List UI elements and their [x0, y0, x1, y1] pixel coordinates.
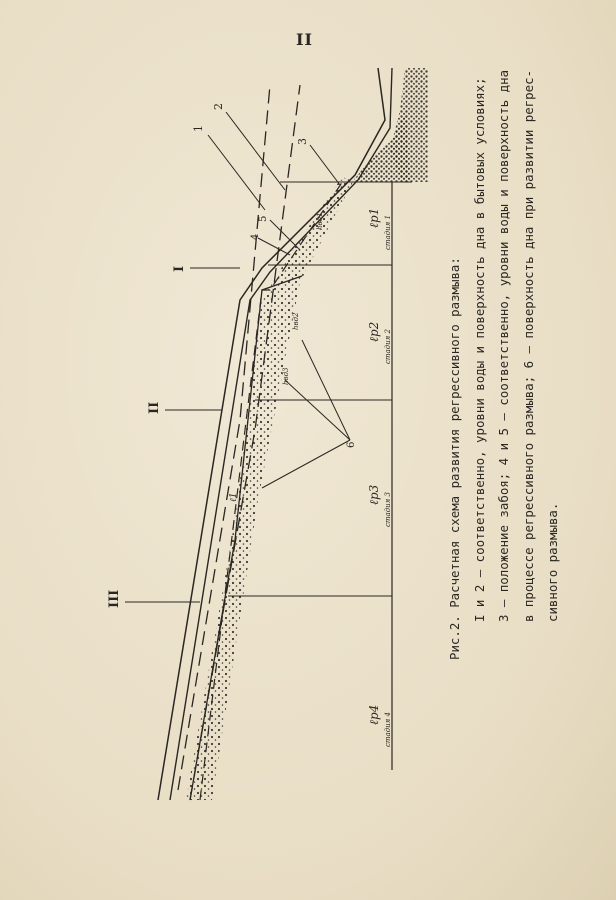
leader-1	[208, 135, 265, 210]
caption-line-5: сивного размыва.	[545, 502, 560, 622]
caption-line-1: Рис.2. Расчетная схема развития регрессивного размыва:	[447, 257, 462, 660]
reach-2-stage: стадия 2	[384, 329, 392, 364]
label-section-II: II	[147, 401, 162, 414]
label-section-I: I	[172, 265, 187, 272]
reach-4-symbol: ℓр4	[367, 704, 381, 725]
caption-line-2: I и 2 – соответственно, уровни воды и поверхность дна в бытовых условиях;	[471, 77, 487, 622]
leader-6b	[285, 380, 350, 440]
reach-1-symbol: ℓр1	[367, 207, 381, 228]
label-line-5: 5	[258, 215, 269, 222]
level-label-3: hвд3	[282, 367, 290, 385]
label-line-3: 3	[296, 138, 309, 145]
reach-label-1	[367, 208, 392, 250]
scour-pit-fill	[352, 110, 410, 182]
figure-caption	[443, 69, 566, 660]
reach-label-2	[367, 322, 392, 364]
leader-6a	[262, 440, 350, 488]
level-label-2: hвд2	[292, 312, 300, 330]
caption-line-3: 3 – положение забоя; 4 и 5 – соответственно, уровни воды и поверхность дна	[496, 69, 511, 622]
label-line-2: 2	[212, 103, 225, 110]
line-4-water-level-erosion	[158, 68, 385, 800]
reach-4-stage: стадия 4	[384, 712, 392, 747]
leader-2	[226, 112, 285, 190]
caption-line-4: в процессе регрессивного размыва; 6 – поверхность дна при развитии регрес-	[520, 69, 536, 622]
reach-3-stage: стадия 3	[384, 492, 392, 527]
line-5-bed-erosion	[170, 68, 392, 800]
level-label-1: hвд1	[316, 212, 324, 230]
level-label-4: ℓ1	[229, 492, 239, 502]
label-line-1: 1	[192, 125, 205, 132]
leader-3	[310, 145, 340, 185]
reach-label-4	[367, 705, 392, 747]
reach-1-stage: стадия 1	[384, 215, 392, 250]
label-line-4: 4	[250, 233, 261, 240]
leader-5	[258, 238, 290, 255]
reach-3-symbol: ℓр3	[367, 484, 381, 505]
reach-label-3	[367, 484, 392, 527]
label-line-6: 6	[346, 441, 357, 448]
reach-2-symbol: ℓр2	[367, 321, 381, 342]
label-section-III: III	[107, 589, 122, 608]
page-number: II	[296, 30, 313, 49]
leader-6c	[302, 340, 350, 440]
